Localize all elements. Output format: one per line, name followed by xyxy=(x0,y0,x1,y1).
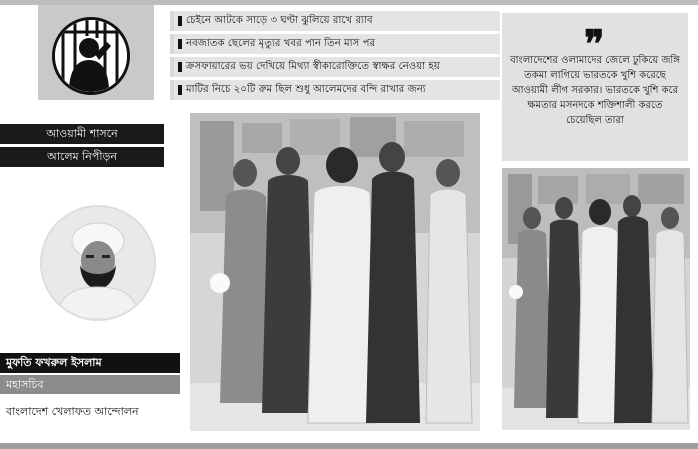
quote-box xyxy=(502,13,688,161)
prisoner-behind-bars-icon xyxy=(52,17,130,95)
quote-mark-icon: ❞ xyxy=(584,21,605,66)
headline-item: চেইনে আটকে সাড়ে ৩ ঘণ্টা ঝুলিয়ে রাখে র‌্যাব xyxy=(170,11,500,31)
avatar xyxy=(40,205,156,321)
headline-item: মাটির নিচে ২০টি রুম ছিল শুধু আলেমদের বন্দি রাখার জন্য xyxy=(170,80,500,100)
person-designation: মহাসচিব xyxy=(0,375,180,394)
left-column xyxy=(0,5,192,443)
person-organization: বাংলাদেশ খেলাফত আন্দোলন xyxy=(6,405,139,418)
headline-item: নবজাতক ছেলের মৃত্যুর খবর পান তিন মাস পর xyxy=(170,34,500,54)
side-photo xyxy=(502,168,690,430)
person-name: মুফতি ফখরুল ইসলাম xyxy=(0,353,180,373)
main-photo xyxy=(190,113,480,431)
bottom-border xyxy=(0,443,698,449)
series-tag-line1: আওয়ামী শাসনে xyxy=(0,124,164,144)
series-tag-line2: আলেম নিপীড়ন xyxy=(0,147,164,167)
headline-item: ক্রসফায়ারের ভয় দেখিয়ে মিথ্যা স্বীকারোক্তিতে স্বাক্ষর নেওয়া হয় xyxy=(170,57,500,77)
quote-text: বাংলাদেশের ওলামাদের জেলে ঢুকিয়ে জঙ্গি তকমা লাগিয়ে ভারতকে খুশি করেছে আওয়ামী লীগ সরকার। ভারতকে খুশি করে ক্ষমতার মসনদকে শক্তিশালী করতে চেয়েছিল তারা xyxy=(510,55,680,126)
headline-list xyxy=(170,11,500,103)
